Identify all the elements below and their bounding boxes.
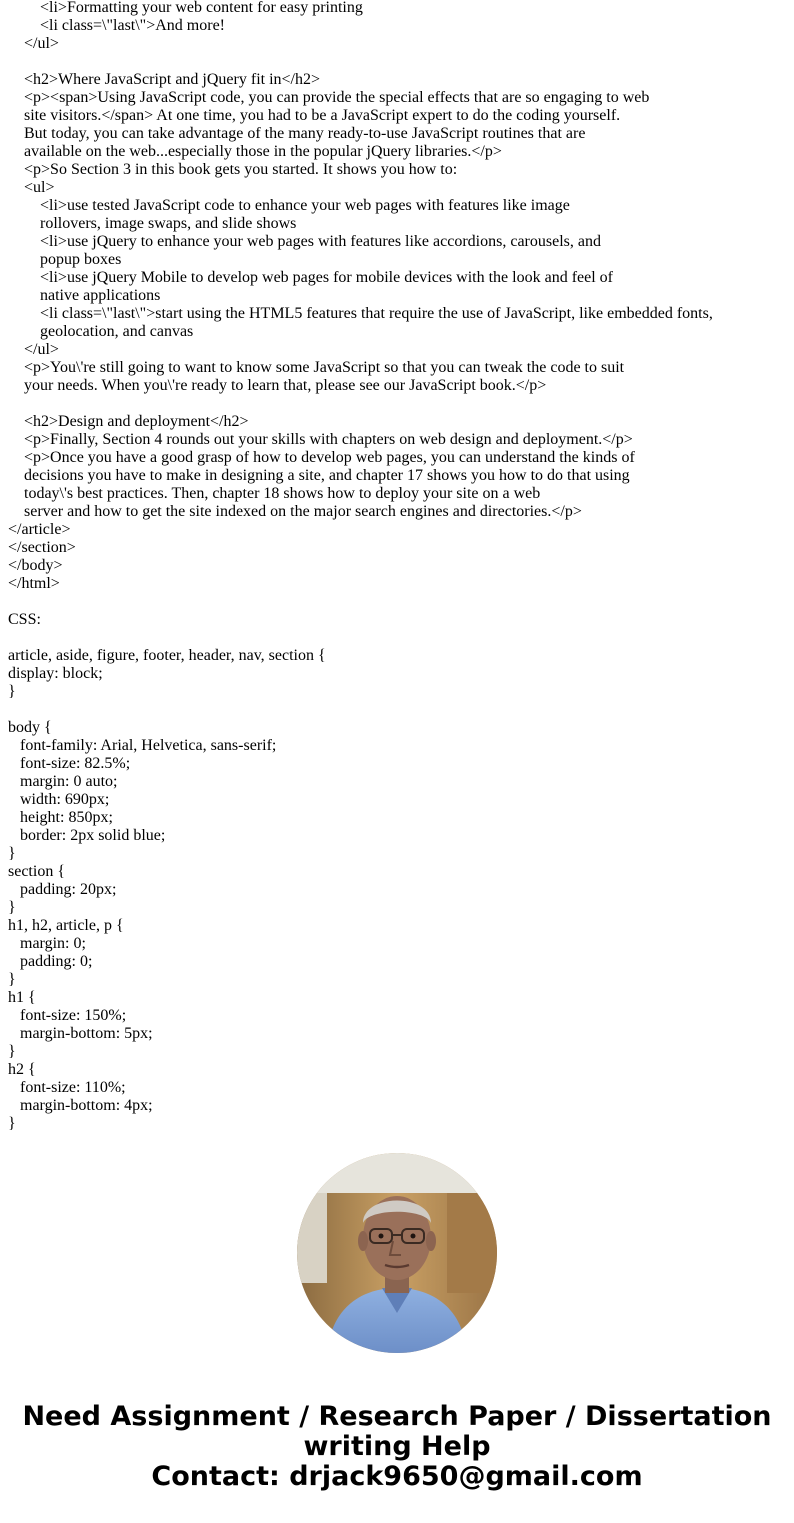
code-line <box>8 701 788 719</box>
code-line: font-size: 110%; <box>8 1079 126 1096</box>
code-line: <p>So Section 3 in this book gets you started. It shows you how to: <box>8 161 458 178</box>
code-line: <li>use tested JavaScript code to enhance your web pages with features like image <box>8 197 570 214</box>
code-line: <h2>Where JavaScript and jQuery fit in</h2> <box>8 71 321 88</box>
code-line: border: 2px solid blue; <box>8 827 166 844</box>
code-line: geolocation, and canvas <box>8 323 194 340</box>
code-line <box>8 53 788 71</box>
code-line: popup boxes <box>8 251 122 268</box>
code-line: <h2>Design and deployment</h2> <box>8 413 249 430</box>
code-line: padding: 20px; <box>8 881 117 898</box>
code-line: font-size: 150%; <box>8 1007 127 1024</box>
code-line: <li class=\"last\">And more! <box>8 17 225 34</box>
code-line: } <box>8 1115 16 1132</box>
code-line: article, aside, figure, footer, header, nav, section { <box>8 647 326 664</box>
code-line: height: 850px; <box>8 809 113 826</box>
code-line: site visitors.</span> At one time, you had to be a JavaScript expert to do the coding yourself. <box>8 107 621 124</box>
code-line: </article> <box>8 521 71 538</box>
promo-line-2: writing Help <box>303 1431 491 1462</box>
code-line: <p>Finally, Section 4 rounds out your skills with chapters on web design and deployment.</p> <box>8 431 633 448</box>
code-line: </body> <box>8 557 63 574</box>
code-line <box>8 395 788 413</box>
code-line: section { <box>8 863 65 880</box>
code-line: </ul> <box>8 341 59 358</box>
code-line: font-family: Arial, Helvetica, sans-serif; <box>8 737 277 754</box>
code-line: } <box>8 1043 16 1060</box>
code-line: today\'s best practices. Then, chapter 18 shows how to deploy your site on a web <box>8 485 541 502</box>
code-line: margin-bottom: 5px; <box>8 1025 153 1042</box>
code-line: <li>Formatting your web content for easy printing <box>8 0 363 16</box>
code-line: margin: 0; <box>8 935 86 952</box>
promo-line-1: Need Assignment / Research Paper / Dissertation <box>22 1401 772 1432</box>
avatar <box>297 1153 497 1353</box>
code-line: display: block; <box>8 665 103 682</box>
code-line: body { <box>8 719 52 736</box>
code-line: } <box>8 899 16 916</box>
code-listing <box>8 0 788 1133</box>
code-line: </section> <box>8 539 76 556</box>
code-line: decisions you have to make in designing a site, and chapter 17 shows you how to do that using <box>8 467 630 484</box>
code-line: <p>You\'re still going to want to know some JavaScript so that you can tweak the code to suit <box>8 359 625 376</box>
code-line: your needs. When you\'re ready to learn that, please see our JavaScript book.</p> <box>8 377 547 394</box>
code-line: font-size: 82.5%; <box>8 755 131 772</box>
code-line: h1 { <box>8 989 36 1006</box>
code-line: <li class=\"last\">start using the HTML5 features that require the use of JavaScript, like embedded fonts, <box>8 305 713 322</box>
code-line: h2 { <box>8 1061 36 1078</box>
code-line: rollovers, image swaps, and slide shows <box>8 215 297 232</box>
code-line: } <box>8 845 16 862</box>
code-line: padding: 0; <box>8 953 93 970</box>
code-line: h1, h2, article, p { <box>8 917 124 934</box>
promo-contact-line: Contact: drjack9650@gmail.com <box>151 1461 643 1492</box>
code-line: </ul> <box>8 35 59 52</box>
code-line: <p><span>Using JavaScript code, you can provide the special effects that are so engaging to web <box>8 89 650 106</box>
code-line: </html> <box>8 575 60 592</box>
code-line: CSS: <box>8 611 41 628</box>
code-line: width: 690px; <box>8 791 110 808</box>
code-line: <li>use jQuery Mobile to develop web pages for mobile devices with the look and feel of <box>8 269 614 286</box>
code-line <box>8 593 788 611</box>
code-line: native applications <box>8 287 161 304</box>
code-line: <p>Once you have a good grasp of how to develop web pages, you can understand the kinds of <box>8 449 635 466</box>
code-line: server and how to get the site indexed on the major search engines and directories.</p> <box>8 503 582 520</box>
code-line: But today, you can take advantage of the many ready-to-use JavaScript routines that are <box>8 125 586 142</box>
code-line: <ul> <box>8 179 55 196</box>
code-line: margin-bottom: 4px; <box>8 1097 153 1114</box>
code-line: available on the web...especially those in the popular jQuery libraries.</p> <box>8 143 502 160</box>
portrait-image <box>297 1153 497 1353</box>
code-line: } <box>8 971 16 988</box>
code-line: margin: 0 auto; <box>8 773 118 790</box>
code-line <box>8 629 788 647</box>
code-line: <li>use jQuery to enhance your web pages with features like accordions, carousels, and <box>8 233 601 250</box>
promo-banner <box>0 1402 794 1492</box>
code-line: } <box>8 683 16 700</box>
